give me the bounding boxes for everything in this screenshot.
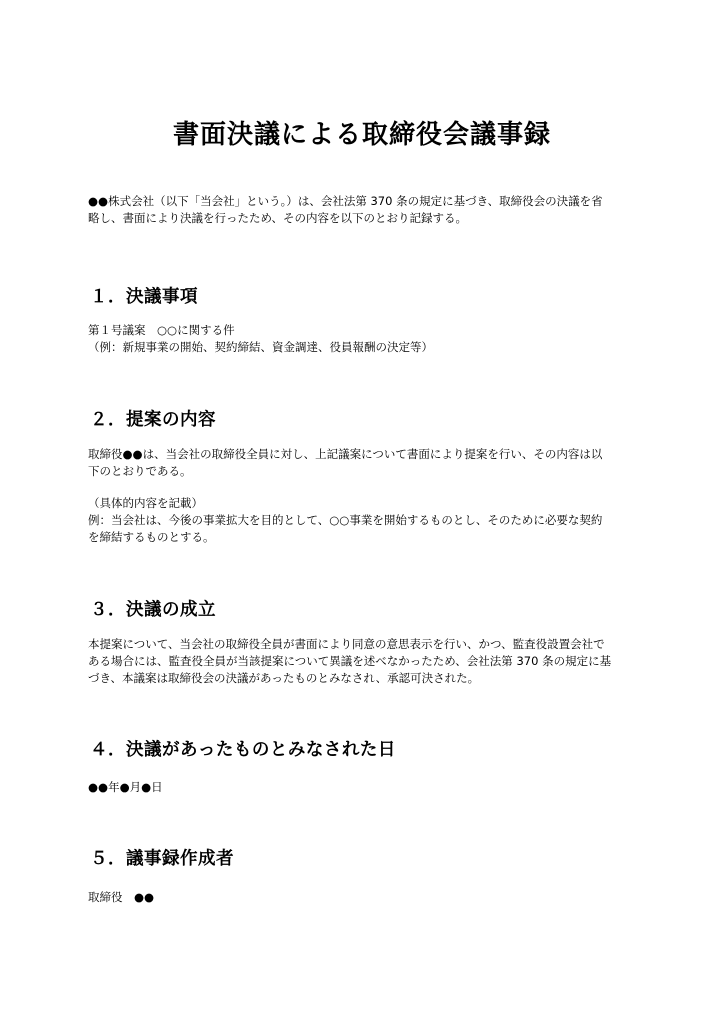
section-2-paragraph-2: （具体的内容を記載） 例：当会社は、今後の事業拡大を目的として、○○事業を開始するものとし、そのために必要な契約 を締結するものとする。 [88, 496, 603, 544]
section-1-paragraph: 第１号議案 ○○に関する件 （例：新規事業の開始、契約締結、資金調達、役員報酬の決定等） [88, 323, 433, 354]
section-heading-4: ４．決議があったものとみなされた日 [90, 740, 396, 760]
document-title: 書面決議による取締役会議事録 [172, 120, 551, 150]
section-4-paragraph: ●●年●月●日 [88, 780, 163, 794]
section-heading-5: ５．議事録作成者 [90, 849, 234, 869]
section-5-paragraph: 取締役 ●● [88, 890, 155, 904]
section-heading-1: １．決議事項 [90, 287, 198, 307]
section-2-paragraph-1: 取締役●●は、当会社の取締役全員に対し、上記議案について書面により提案を行い、その内容は以 下のとおりである。 [88, 447, 603, 478]
section-heading-2: ２．提案の内容 [90, 410, 216, 430]
section-heading-3: ３．決議の成立 [90, 600, 216, 620]
intro-paragraph: ●●株式会社（以下「当会社」という。）は、会社法第 370 条の規定に基づき、取締役会の決議を省 略し、書面により決議を行ったため、その内容を以下のとおり記録する。 [88, 194, 603, 225]
section-3-paragraph: 本提案について、当会社の取締役全員が書面により同意の意思表示を行い、かつ、監査役設置会社で ある場合には、監査役全員が当該提案について異議を述べなかったため、会社法第 370 条の規定に基 づき、本議案は取締役会の決議があったものとみなされ、承認可決された。 [88, 637, 612, 685]
